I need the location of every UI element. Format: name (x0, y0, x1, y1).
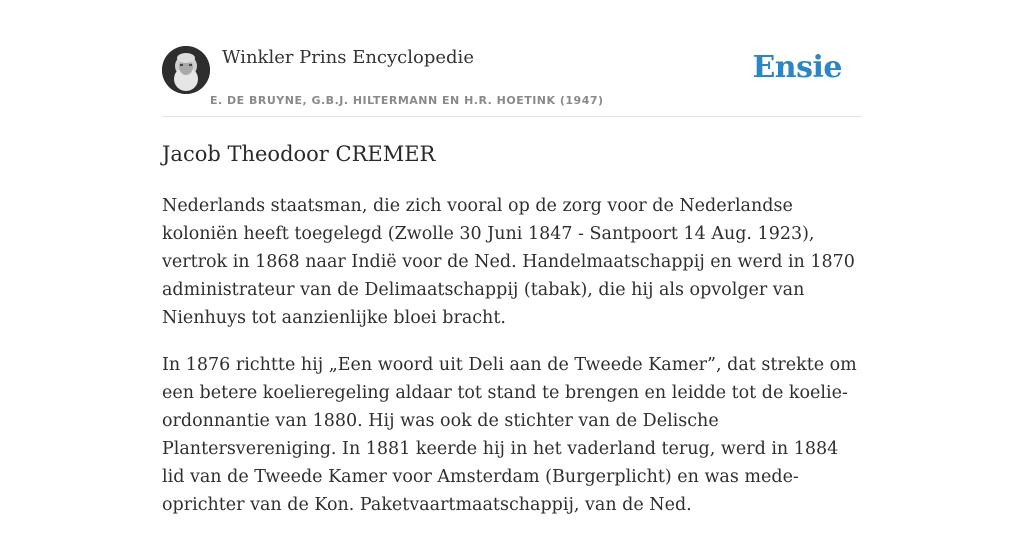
article-title: Jacob Theodoor CREMER (162, 142, 436, 166)
source-title-link[interactable]: Winkler Prins Encyclopedie (222, 47, 474, 68)
portrait-icon (162, 46, 210, 94)
source-authors: E. DE BRUYNE, G.B.J. HILTERMANN EN H.R. HOETINK (1947) (210, 94, 604, 107)
author-avatar[interactable] (162, 46, 210, 94)
article-body (162, 192, 862, 538)
ensie-logo[interactable]: Ensie (752, 50, 842, 85)
article-paragraph: Nederlands staatsman, die zich vooral op de zorg voor de Nederlandse koloniën heeft toegelegd (Zwolle 30 Juni 1847 - Santpoort 14 Aug. 1923), vertrok in 1868 naar Indië voor de Ned. Handelmaatschappij en werd in 1870 administrateur van de Delimaatschappij (tabak), die hij als opvolger van Nienhuys tot aanzienlijke bloei bracht. (162, 196, 855, 328)
article-paragraph: In 1876 richtte hij „Een woord uit Deli aan de Tweede Kamer”, dat strekte om een betere koelieregeling aldaar tot stand te brengen en leidde tot de koelie-ordonnantie van 1880. Hij was ook de stichter van de Delische Plantersvereniging. In 1881 keerde hij in het vaderland terug, werd in 1884 lid van de Tweede Kamer voor Amsterdam (Burgerplicht) en was mede-oprichter van de Kon. Paketvaartmaatschappij, van de Ned. (162, 355, 857, 515)
page-header (162, 46, 862, 117)
